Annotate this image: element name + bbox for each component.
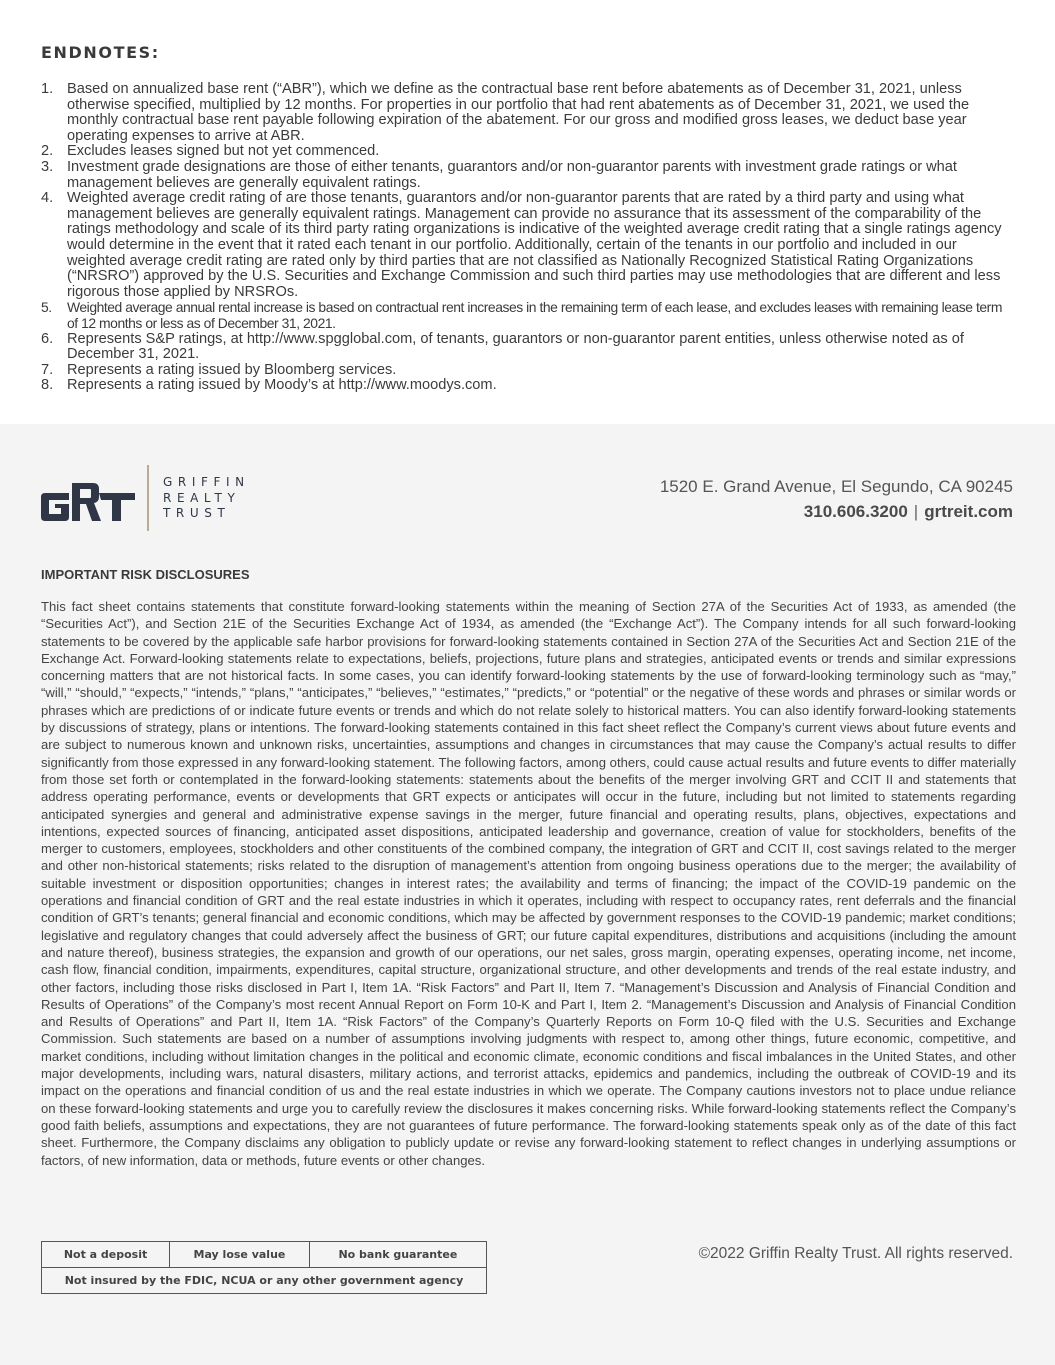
endnote-item: 6. Represents S&P ratings, at http://www.spgglobal.com, of tenants, guarantors or non-guarantor parent entities, unless otherwise noted as of December 31, 2021. [41, 330, 964, 363]
grt-logo-mark-icon [41, 483, 135, 521]
separator: | [913, 502, 919, 521]
endnote-item: 5. Weighted average annual rental increase is based on contractual rent increases in the remaining term of each lease, and excludes leases with remaining lease term of 12 months or less as of December 31, 2021. [41, 299, 1002, 331]
investment-disclaimer-box [41, 1241, 487, 1294]
website-link[interactable]: grtreit.com [924, 502, 1013, 521]
endnotes-list [41, 82, 1016, 394]
endnote-item: 2. Excludes leases signed but not yet commenced. [41, 143, 380, 160]
phone-link[interactable]: 310.606.3200 [803, 502, 908, 521]
endnotes-title: ENDNOTES: [41, 43, 160, 62]
endnote-item: 4. Weighted average credit rating of are those tenants, guarantors and/or non-guarantor parents that are rated by a third party and using what management believes are generally equivalent ratings. Management can provide no assurance that its assessment of the comparability of the ratings methodology and scale of its third party rating organizations is indicative of the weighted average credit rating that a single ratings agency would determine in the event that it rated each tenant in our portfolio. Additionally, certain of the tenants in our portfolio and included in our weighted average credit rating are rated only by third parties that are not classified as Nationally Recognized Statistical Rating Organizations (“NRSRO”) approved by the U.S. Securities and Exchange Commission and such third parties may use methodologies that are different and less rigorous those applied by NRSROs. [41, 190, 1002, 300]
endnote-item: 3. Investment grade designations are those of either tenants, guarantors and/or non-guarantor parents with investment grade ratings or what management believes are generally equivalent ratings. [41, 158, 957, 191]
endnotes-section [0, 0, 1055, 424]
contact-info [660, 476, 1013, 523]
disclaimer-not-a-deposit: Not a deposit [42, 1242, 170, 1268]
logo-wordmark: GRIFFIN REALTY TRUST [163, 475, 250, 520]
endnote-item: 8. Represents a rating issued by Moody’s at http://www.moodys.com. [41, 377, 497, 394]
endnote-item: 1. Based on annualized base rent (“ABR”), which we define as the contractual base rent before abatements as of December 31, 2021, unless otherwise specified, multiplied by 12 months. For properties in our portfolio that had rent abatements as of December 31, 2021, we used the monthly contractual base rent payable following expiration of the abatement. For our gross and modified gross leases, we deduct base year operating expenses to arrive at ABR. [41, 81, 970, 144]
disclaimer-not-insured: Not insured by the FDIC, NCUA or any other government agency [42, 1268, 487, 1294]
disclaimer-may-lose-value: May lose value [170, 1242, 310, 1268]
risk-disclosures-body: This fact sheet contains statements that constitute forward-looking statements within the meaning of Section 27A of the Securities Act of 1933, as amended (the “Securities Act”), and Section 21E of the Securities Exchange Act of 1934, as amended (the “Exchange Act”). The Company intends for all such forward-looking statements to be covered by the applicable safe harbor provisions for forward-looking statements contained in Section 27A of the Securities Act and Section 21E of the Exchange Act. Forward-looking statements relate to expectations, beliefs, projections, future plans and strategies, anticipated events or trends and similar expressions concerning matters that are not historical facts. In some cases, you can identify forward-looking statements by the use of forward-looking terminology such as “may,” “will,” “should,” “expects,” “intends,” “plans,” “anticipates,” “believes,” “estimates,” “predicts,” or “potential” or the negative of these words and phrases or similar words or phrases which are predictions of or indicate future events or trends and which do not relate solely to historical matters. You can also identify forward-looking statements by discussions of strategy, plans or intentions. The forward-looking statements contained in this fact sheet reflect the Company’s current views about future events and are subject to numerous known and unknown risks, uncertainties, assumptions and changes in circumstances that may cause the Company’s actual results to differ significantly from those expressed in any forward-looking statement. The following factors, among others, could cause actual results and future events to differ materially from those set forth or contemplated in the forward-looking statements: statements about the benefits of the merger involving GRT and CCIT II and statements that address operating performance, events or developments that GRT expects or anticipates will occur in the future, including but not limited to statements regarding anticipated synergies and general and administrative expense savings in the merger, future financial and operating results, plans, objectives, expectations and intentions, expected sources of financing, anticipated asset dispositions, anticipated leadership and governance, creation of value for stockholders, benefits of the merger to customers, employees, stockholders and other constituents of the combined company, the integration of GRT and CCIT II, cost savings related to the merger and other non-historical statements; risks related to the disruption of management’s attention from ongoing business operations due to the merger; the availability of suitable investment or disposition opportunities; changes in interest rates; the availability and terms of financing; the impact of the COVID-19 pandemic on the operations and financial condition of GRT and the real estate industries in which it operates, including with respect to occupancy rates, rent deferrals and the financial condition of GRT’s tenants; general financial and economic conditions, which may be affected by government responses to the COVID-19 pandemic; market conditions; legislative and regulatory changes that could adversely affect the business of GRT; our future capital expenditures, distributions and acquisitions (including the amount and nature thereof), business strategies, the expansion and growth of our operations, our net sales, gross margin, operating expenses, operating income, net income, cash flow, financial condition, impairments, expenditures, capital structure, organizational structure, and other developments and trends of the real estate industry, and other factors, including those risks disclosed in Part I, Item 1A. “Risk Factors” and Part II, Item 7. “Management’s Discussion and Analysis of Financial Condition and Results of Operations” of the Company’s most recent Annual Report on Form 10-K and Part I, Item 2. “Management’s Discussion and Analysis of Financial Condition and Results of Operations” and Part II, Item 1A. “Risk Factors” of the Company’s Quarterly Reports on Form 10-Q filed with the U.S. Securities and Exchange Commission. Such statements are based on a number of assumptions involving judgments with respect to, among other things, future economic, competitive, and market conditions, including without limitation changes in the political and economic climate, economic conditions and fiscal imbalances in the United States, and other major developments, including wars, natural disasters, military actions, and terrorist attacks, epidemics and pandemics, including the outbreak of COVID-19 and its impact on the operations and financial condition of us and the real estate industries in which we operate. The Company cautions investors not to place undue reliance on these forward-looking statements and urge you to carefully review the disclosures it makes concerning risks. While forward-looking statements reflect the Company’s good faith beliefs, assumptions and expectations, they are not guarantees of future performance. The forward-looking statements speak only as of the date of this fact sheet. Furthermore, the Company disclaims any obligation to publicly update or revise any forward-looking statement to reflect changes in underlying assumptions or factors, of new information, data or methods, future events or other changes. [41, 599, 1016, 1168]
copyright: ©2022 Griffin Realty Trust. All rights reserved. [698, 1245, 1013, 1262]
logo-divider [147, 465, 149, 531]
address: 1520 E. Grand Avenue, El Segundo, CA 90245 [659, 477, 1013, 496]
disclaimer-no-bank-guarantee: No bank guarantee [309, 1242, 486, 1268]
company-logo [41, 465, 271, 531]
endnote-item: 7. Represents a rating issued by Bloomberg services. [41, 361, 397, 378]
risk-disclosures-title: IMPORTANT RISK DISCLOSURES [41, 567, 250, 582]
